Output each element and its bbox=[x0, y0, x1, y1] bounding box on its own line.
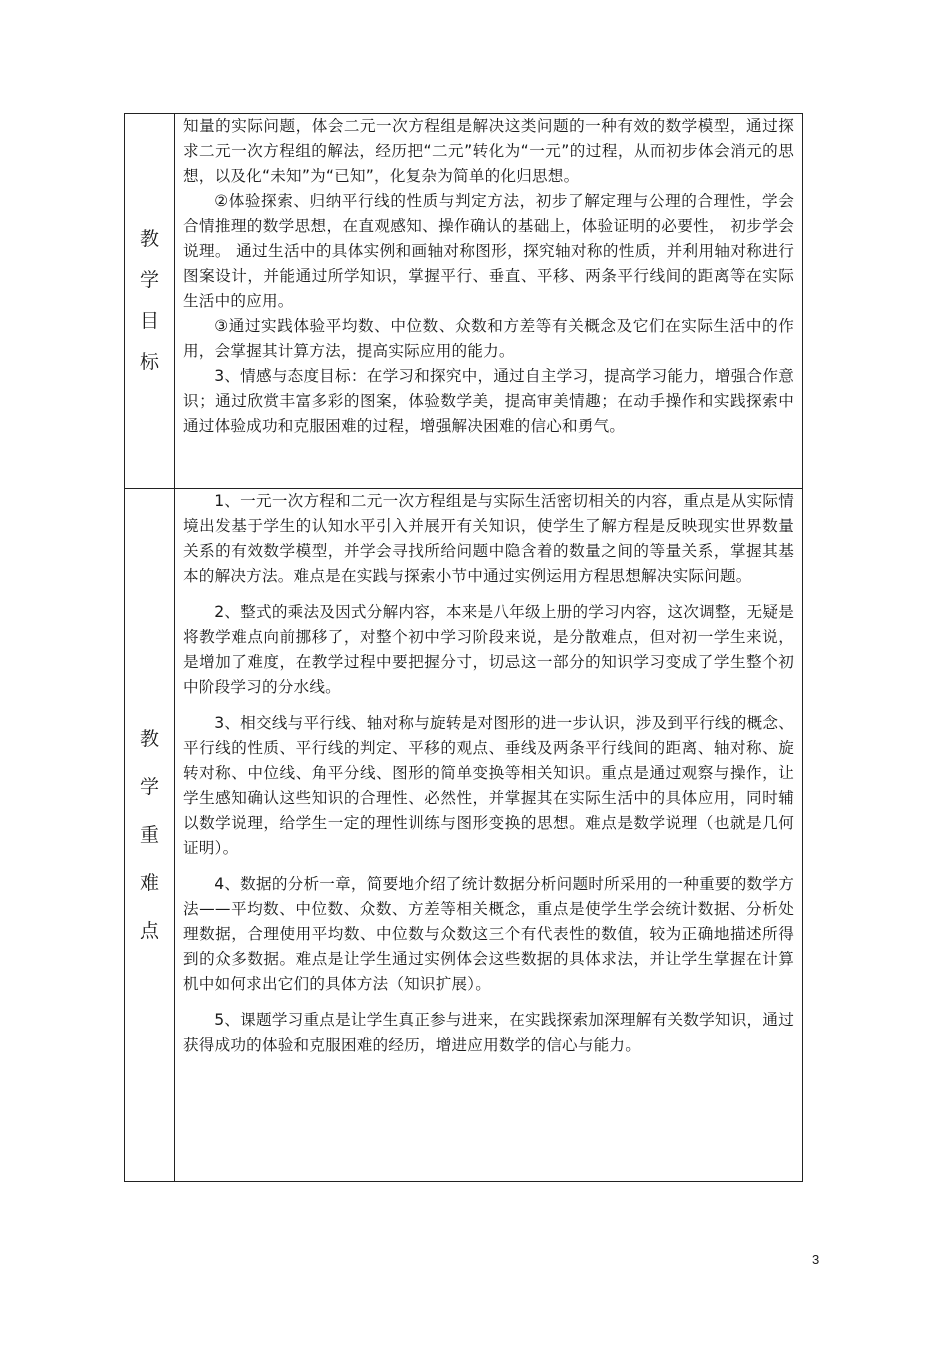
teaching-goals-row bbox=[125, 114, 803, 489]
teaching-goals-content bbox=[175, 114, 803, 489]
focus-paragraph: 5、课题学习重点是让学生真正参与进来，在实践探索加深理解有关数学知识，通过获得成功的体验和克服困难的经历，增进应用数学的信心与能力。 bbox=[183, 1011, 794, 1054]
label-char: 教 bbox=[139, 727, 159, 750]
label-char: 点 bbox=[139, 919, 159, 942]
label-char: 学 bbox=[139, 775, 159, 798]
focus-paragraph: 3、相交线与平行线、轴对称与旋转是对图形的进一步认识，涉及到平行线的概念、平行线的性质、平行线的判定、平移的观点、垂线及两条平行线间的距离、轴对称、旋转对称、中位线、角平分线、图形的简单变换等相关知识。重点是通过观察与操作，让学生感知确认这些知识的合理性、必然性，并掌握其在实际生活中的具体应用，同时辅以数学说理，给学生一定的理性训练与图形变换的思想。难点是数学说理（也就是几何证明）。 bbox=[183, 714, 794, 857]
focus-paragraph: 4、数据的分析一章，简要地介绍了统计数据分析问题时所采用的一种重要的数学方法——平均数、中位数、众数、方差等相关概念，重点是使学生学会统计数据、分析处理数据，合理使用平均数、中位数与众数这三个有代表性的数值，较为正确地描述所得到的众多数据。难点是让学生通过实例体会这些数据的具体求法，并让学生掌握在计算机中如何求出它们的具体方法（知识扩展）。 bbox=[183, 875, 794, 993]
focus-paragraph: 1、一元一次方程和二元一次方程组是与实际生活密切相关的内容，重点是从实际情境出发基于学生的认知水平引入并展开有关知识，使学生了解方程是反映现实世界数量关系的有效数学模型，并学会寻找所给问题中隐含着的数量之间的等量关系，掌握其基本的解决方法。难点是在实践与探索小节中通过实例运用方程思想解决实际问题。 bbox=[183, 492, 794, 585]
label-char: 目 bbox=[139, 310, 159, 332]
teaching-goals-label bbox=[125, 114, 175, 489]
teaching-focus-row bbox=[125, 489, 803, 1182]
lesson-plan-table bbox=[124, 113, 803, 1182]
teaching-focus-content bbox=[175, 489, 803, 1182]
goals-paragraph: ③通过实践体验平均数、中位数、众数和方差等有关概念及它们在实际生活中的作用，会掌握其计算方法，提高实际应用的能力。 bbox=[183, 317, 794, 360]
label-char: 学 bbox=[139, 269, 159, 291]
label-char: 难 bbox=[139, 871, 159, 894]
goals-paragraph: 知量的实际问题，体会二元一次方程组是解决这类问题的一种有效的数学模型，通过探求二元一次方程组的解法，经历把“二元”转化为“一元”的过程，从而初步体会消元的思想，以及化“未知”为“已知”，化复杂为简单的化归思想。 bbox=[183, 117, 794, 185]
goals-paragraph: ②体验探索、归纳平行线的性质与判定方法，初步了解定理与公理的合理性，学会合情推理的数学思想，在直观感知、操作确认的基础上，体验证明的必要性， 初步学会说理。 通过生活中的具体实例和画轴对称图形，探究轴对称的性质，并利用轴对称进行图案设计，并能通过所学知识，掌握平行、垂直、平移、两条平行线间的距离等在实际生活中的应用。 bbox=[183, 192, 794, 310]
focus-paragraph: 2、整式的乘法及因式分解内容，本来是八年级上册的学习内容，这次调整，无疑是将教学难点向前挪移了，对整个初中学习阶段来说，是分散难点，但对初一学生来说，是增加了难度，在教学过程中要把握分寸，切忌这一部分的知识学习变成了学生整个初中阶段学习的分水线。 bbox=[183, 603, 794, 696]
label-char: 教 bbox=[139, 228, 159, 250]
goals-paragraph: 3、情感与态度目标：在学习和探究中，通过自主学习，提高学习能力，增强合作意识；通过欣赏丰富多彩的图案，体验数学美，提高审美情趣；在动手操作和实践探索中通过体验成功和克服困难的过程，增强解决困难的信心和勇气。 bbox=[183, 367, 794, 435]
teaching-focus-label bbox=[125, 489, 175, 1182]
page-number: 3 bbox=[812, 1252, 820, 1267]
label-char: 重 bbox=[139, 823, 159, 846]
label-char: 标 bbox=[139, 351, 159, 373]
